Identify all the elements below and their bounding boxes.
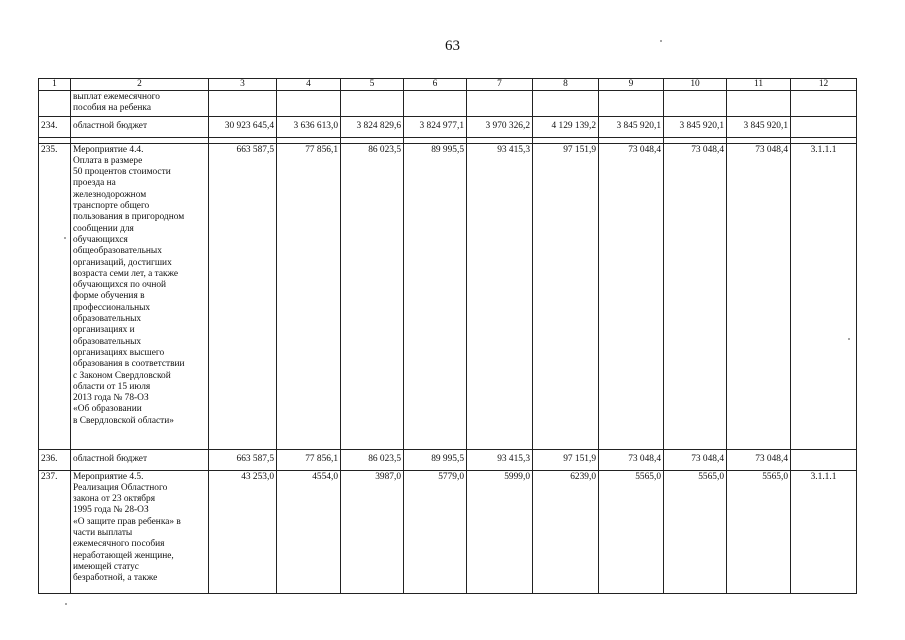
value-cell-col-8: 97 151,9 xyxy=(533,449,599,470)
column-number-7: 7 xyxy=(467,79,533,91)
row-name-line: части выплаты xyxy=(73,528,133,539)
row-index-cell: 236. xyxy=(39,449,71,470)
value-cell-col-6: 5779,0 xyxy=(404,470,467,593)
table-row xyxy=(39,449,857,470)
row-name-cell xyxy=(71,470,209,593)
row-name-line: областной бюджет xyxy=(73,453,148,464)
target-code-cell: 3.1.1.1 xyxy=(791,143,857,449)
value-cell-col-6: 89 995,5 xyxy=(404,449,467,470)
row-name-line: возраста семи лет, а также xyxy=(73,268,179,279)
row-name-cell xyxy=(71,449,209,470)
value-cell-col-5: 86 023,5 xyxy=(341,449,404,470)
value-cell-col-6: 89 995,5 xyxy=(404,143,467,449)
value-cell-col-3: 43 253,0 xyxy=(209,470,277,593)
row-name-line: 2013 года № 78-ОЗ xyxy=(73,393,149,404)
row-index-cell: 235. xyxy=(39,143,71,449)
value-cell-col-5: 3987,0 xyxy=(341,470,404,593)
scan-speck xyxy=(848,338,850,340)
value-cell-col-3: 30 923 645,4 xyxy=(209,116,277,137)
row-name-line: пользования в пригородном xyxy=(73,212,185,223)
value-cell-col-9: 3 845 920,1 xyxy=(599,116,664,137)
scan-speck xyxy=(64,237,66,239)
value-cell-col-8: 4 129 139,2 xyxy=(533,116,599,137)
value-cell-col-10: 73 048,4 xyxy=(664,143,727,449)
value-cell-col-10: 73 048,4 xyxy=(664,449,727,470)
row-name-line: организациях и xyxy=(73,325,135,336)
value-cell-col-7: 3 970 326,2 xyxy=(467,116,533,137)
row-name-line: обучающихся по очной xyxy=(73,280,167,291)
value-cell-col-5: 86 023,5 xyxy=(341,143,404,449)
column-number-5: 5 xyxy=(341,79,404,91)
column-number-4: 4 xyxy=(277,79,341,91)
row-name-line: профессиональных xyxy=(73,302,151,313)
value-cell-col-11: 3 845 920,1 xyxy=(727,116,791,137)
row-name-line: форме обучения в xyxy=(73,291,145,302)
row-name-line: 50 процентов стоимости xyxy=(73,167,171,178)
row-name-cell xyxy=(71,143,209,449)
value-cell-col-11: 5565,0 xyxy=(727,470,791,593)
row-name-line: сообщении для xyxy=(73,223,134,234)
row-name-line: ежемесячного пособия xyxy=(73,539,165,550)
row-name-line: железнодорожном xyxy=(73,189,147,200)
row-name-line: имеющей статус xyxy=(73,561,139,572)
row-name-line: 1995 года № 28-ОЗ xyxy=(73,505,149,516)
column-number-9: 9 xyxy=(599,79,664,91)
value-cell-col-7: 93 415,3 xyxy=(467,143,533,449)
row-name-line: обучающихся xyxy=(73,234,128,245)
index-cell xyxy=(39,91,71,117)
row-name-line: областной бюджет xyxy=(73,120,148,131)
column-number-8: 8 xyxy=(533,79,599,91)
value-cell-col-4: 3 636 613,0 xyxy=(277,116,341,137)
scan-speck xyxy=(65,603,67,605)
table-row xyxy=(39,470,857,593)
continuation-text-line: выплат ежемесячного xyxy=(73,92,160,102)
row-name-line: неработающей женщине, xyxy=(73,550,174,561)
column-number-1: 1 xyxy=(39,79,71,91)
row-name-line: образовательных xyxy=(73,336,142,347)
row-index-cell: 234. xyxy=(39,116,71,137)
row-name-line: «Об образовании xyxy=(73,404,142,415)
value-cell-col-10: 5565,0 xyxy=(664,470,727,593)
row-name-line: Мероприятие 4.4. xyxy=(73,144,144,155)
continuation-text-line: пособия на ребенка xyxy=(73,103,151,114)
target-code-cell xyxy=(791,116,857,137)
budget-table xyxy=(38,78,857,594)
table-row xyxy=(39,116,857,137)
column-number-2: 2 xyxy=(71,79,209,91)
value-cell-col-11: 73 048,4 xyxy=(727,143,791,449)
table-body xyxy=(39,91,857,594)
row-name-line: Реализация Областного xyxy=(73,482,168,493)
row-name-line: организациях высшего xyxy=(73,347,165,358)
value-cell-col-8: 97 151,9 xyxy=(533,143,599,449)
row-name-line: Оплата в размере xyxy=(73,155,143,166)
row-name-line: общеобразовательных xyxy=(73,246,162,257)
page-number: 63 xyxy=(445,38,460,54)
row-name-line: «О защите прав ребенка» в xyxy=(73,516,181,527)
row-name-line: образовательных xyxy=(73,314,142,325)
value-cell-col-3: 663 587,5 xyxy=(209,143,277,449)
continuation-row xyxy=(39,91,857,117)
value-cell-col-4: 4554,0 xyxy=(277,470,341,593)
value-cell-col-7: 93 415,3 xyxy=(467,449,533,470)
value-cell-col-9: 73 048,4 xyxy=(599,449,664,470)
column-number-6: 6 xyxy=(404,79,467,91)
row-name-line: области от 15 июля xyxy=(73,381,151,392)
value-cell-col-8: 6239,0 xyxy=(533,470,599,593)
column-number-12: 12 xyxy=(791,79,857,91)
value-cell-col-5: 3 824 829,6 xyxy=(341,116,404,137)
row-name-line: Мероприятие 4.5. xyxy=(73,471,144,482)
value-cell-col-6: 3 824 977,1 xyxy=(404,116,467,137)
row-name-line: транспорте общего xyxy=(73,201,150,212)
row-name-line: в Свердловской области» xyxy=(73,415,174,426)
value-cell-col-7: 5999,0 xyxy=(467,470,533,593)
row-name-line: с Законом Свердловской xyxy=(73,370,171,381)
row-name-line: образования в соответствии xyxy=(73,359,185,370)
continuation-name-cell xyxy=(71,91,209,117)
column-number-row xyxy=(39,79,857,91)
row-name-line: безработной, а также xyxy=(73,573,158,584)
value-cell-col-4: 77 856,1 xyxy=(277,449,341,470)
table-row xyxy=(39,143,857,449)
value-cell-col-9: 5565,0 xyxy=(599,470,664,593)
value-cell-col-11: 73 048,4 xyxy=(727,449,791,470)
value-cell-col-10: 3 845 920,1 xyxy=(664,116,727,137)
row-name-cell xyxy=(71,116,209,137)
column-number-11: 11 xyxy=(727,79,791,91)
column-number-10: 10 xyxy=(664,79,727,91)
target-code-cell: 3.1.1.1 xyxy=(791,470,857,593)
row-index-cell: 237. xyxy=(39,470,71,593)
target-code-cell xyxy=(791,449,857,470)
row-name-line: организаций, достигших xyxy=(73,257,172,268)
value-cell-col-9: 73 048,4 xyxy=(599,143,664,449)
value-cell-col-4: 77 856,1 xyxy=(277,143,341,449)
scan-speck xyxy=(660,40,662,42)
row-name-line: проезда на xyxy=(73,178,116,189)
column-number-3: 3 xyxy=(209,79,277,91)
value-cell-col-3: 663 587,5 xyxy=(209,449,277,470)
row-name-line: закона от 23 октября xyxy=(73,494,156,505)
